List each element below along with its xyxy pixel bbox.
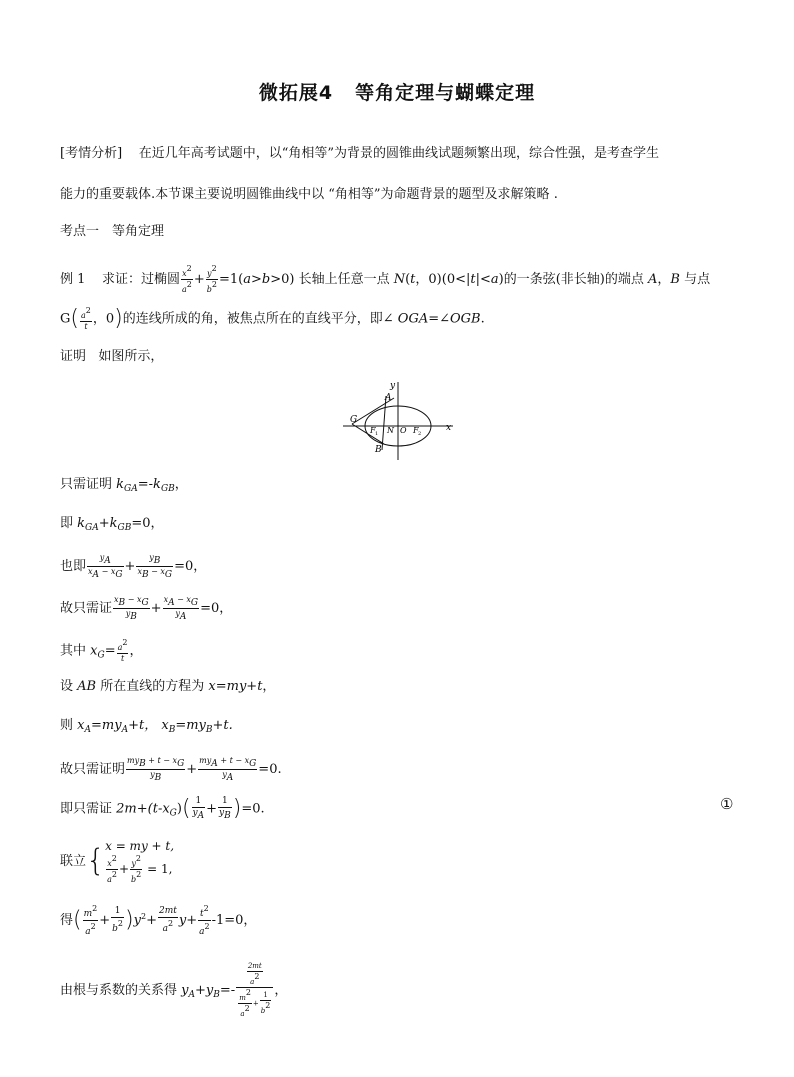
step-text: +t，	[128, 718, 158, 733]
step-text: =0，	[131, 516, 164, 531]
math-x: x	[88, 567, 93, 576]
example-var: a	[490, 272, 499, 287]
math-one: 1	[260, 991, 272, 1001]
example-text: |<	[475, 272, 491, 287]
math-sub: A	[121, 725, 129, 735]
math-x: x	[110, 567, 116, 576]
label-F2: F	[413, 426, 419, 435]
step-5	[60, 638, 143, 666]
step-text: =0，	[174, 559, 207, 574]
math-one: 1	[111, 906, 124, 918]
step-text: ，	[129, 643, 143, 659]
step-text: 所在直线的方程为	[100, 679, 205, 694]
math-x: x	[90, 643, 98, 659]
math-sub: B	[130, 612, 137, 622]
math-x: x	[182, 269, 187, 278]
math-sq: 2	[140, 912, 147, 921]
math-plus: +	[99, 913, 111, 928]
paren-right: )	[114, 306, 123, 331]
example-var: OGB	[450, 311, 481, 327]
math-sq: 2	[111, 870, 117, 879]
fraction-xA-xG	[163, 595, 200, 622]
math-m: m	[239, 994, 246, 1002]
step-3	[60, 553, 206, 580]
fraction-myA	[198, 756, 257, 783]
paren-left: (	[73, 907, 82, 933]
equation-line-1: x = my + t,	[105, 839, 175, 853]
math-sub: G	[249, 759, 257, 769]
fraction-1-b2	[260, 991, 272, 1016]
step-text: =-	[219, 983, 236, 998]
example-var: b	[261, 272, 271, 287]
math-y: y	[181, 983, 189, 998]
math-a: a	[181, 285, 187, 294]
math-2mt: 2mt	[247, 962, 262, 970]
example-text: 与点	[684, 272, 711, 287]
step-text: 只需证明	[60, 477, 113, 492]
math-sub: B	[224, 811, 231, 821]
math-sq: 2	[122, 638, 128, 647]
math-2mt: 2mt	[158, 906, 177, 916]
math-y: y	[175, 609, 180, 618]
math-k: k	[116, 477, 125, 492]
example-text: ，0	[92, 311, 115, 327]
step-2	[60, 514, 164, 538]
step-text: 也即	[60, 559, 87, 574]
math-sq: 2	[92, 904, 98, 913]
math-sq: 2	[117, 919, 124, 928]
math-minus: −	[99, 567, 111, 576]
example-text: ，	[657, 272, 671, 287]
fraction-1-b2	[111, 906, 124, 935]
math-y: y	[131, 859, 136, 868]
example-text: .	[480, 311, 485, 327]
math-sub: G	[115, 570, 123, 580]
math-my: my	[199, 756, 212, 765]
example-var: A	[648, 272, 658, 287]
math-sq: 2	[211, 264, 217, 273]
math-t: t	[84, 322, 88, 331]
math-sub: B	[118, 598, 126, 608]
example-line-2	[60, 306, 485, 332]
math-sub: B	[141, 570, 149, 580]
label-A: A	[385, 393, 392, 403]
math-sub: GB	[160, 484, 175, 494]
step-text: +	[98, 516, 110, 531]
math-sq: 2	[265, 1001, 271, 1010]
math-plus: +	[193, 272, 205, 287]
step-text: =my	[91, 718, 122, 733]
example-label: 例 1	[60, 272, 86, 287]
math-sub: A	[211, 759, 218, 769]
step-text: 即只需证	[60, 801, 113, 817]
fraction-1-yA	[192, 796, 206, 822]
math-sub: G	[164, 570, 173, 580]
math-sq: 2	[244, 1004, 250, 1013]
fraction-sum-roots	[236, 962, 273, 1019]
proof-label: 证明	[60, 349, 87, 364]
math-sub: G	[141, 598, 149, 608]
math-x: x	[77, 718, 85, 733]
equation-rhs: = 1,	[147, 862, 173, 876]
intro-label: [考情分析]	[60, 146, 123, 161]
math-b: b	[131, 875, 137, 884]
math-y: y	[192, 808, 198, 818]
step-text: )	[176, 801, 182, 817]
label-x: x	[446, 423, 452, 433]
math-sub: G	[190, 598, 199, 608]
fraction-xB-xG	[113, 595, 150, 622]
page-title	[0, 78, 794, 105]
example-text: ，0)(0<|	[415, 272, 471, 287]
math-plus: +	[206, 801, 218, 817]
math-sub: A	[168, 598, 175, 608]
step-text: =0.	[258, 762, 282, 777]
paren-right: )	[232, 796, 242, 821]
math-sub: A	[104, 556, 111, 566]
fraction-a2-t	[117, 638, 129, 664]
math-y: y	[222, 770, 227, 779]
math-sub: B	[168, 725, 176, 735]
math-k: k	[77, 516, 86, 531]
math-a: a	[85, 927, 91, 937]
math-minus: −	[174, 595, 187, 604]
fraction-y2-b2	[130, 854, 142, 885]
step-text: +	[146, 913, 157, 928]
step-text: 即	[60, 516, 74, 531]
math-y: y	[133, 913, 141, 928]
math-sub: A	[84, 725, 91, 735]
step-text: =my	[175, 718, 206, 733]
math-y: +y	[195, 983, 214, 998]
fraction-m2-a2	[238, 988, 252, 1019]
example-text: G	[60, 311, 71, 327]
math-b: b	[112, 924, 118, 934]
math-sub: B	[205, 725, 213, 735]
example-text: >	[250, 272, 262, 287]
math-a: a	[117, 643, 123, 652]
step-9	[60, 796, 265, 824]
label-O: O	[400, 426, 407, 435]
math-y: y	[150, 770, 155, 779]
example-var: a	[243, 272, 251, 287]
step-7	[60, 716, 233, 740]
math-one: 1	[192, 796, 206, 808]
math-sq: 2	[186, 264, 192, 273]
step-text: 设	[60, 679, 74, 694]
fraction-t2-a2	[198, 903, 210, 938]
math-line-eq: x=my+t	[208, 679, 263, 694]
fraction-y2-b2	[206, 264, 218, 295]
math-one: 1	[218, 796, 232, 808]
math-sub: GB	[117, 523, 132, 533]
step-text: =0，	[200, 601, 233, 616]
math-sq: 2	[111, 854, 117, 863]
section-text: 考点一 等角定理	[60, 224, 165, 239]
math-sub: B	[139, 759, 146, 769]
example-var: B	[670, 272, 680, 287]
step-text: 联立	[60, 854, 87, 869]
step-12	[60, 962, 287, 1019]
math-sq: 2	[136, 870, 142, 879]
step-text: 2m+(t-x	[116, 801, 170, 817]
example-text: >0) 长轴上任意一点	[270, 272, 390, 287]
math-y: y	[219, 808, 225, 818]
math-plus: +	[118, 862, 130, 876]
step-text: 得	[60, 913, 74, 928]
fraction-x2-a2	[106, 854, 118, 885]
math-x: x	[163, 595, 169, 604]
math-minus: −	[125, 595, 137, 604]
example-line-1	[60, 264, 710, 295]
fraction-yA	[87, 553, 124, 580]
step-1: 只需证明 $k_{GA}=-k_{GB}$，	[60, 477, 188, 494]
title-part2: 等角定理与蝴蝶定理	[355, 82, 536, 104]
intro-text-2: 能力的重要载体.本节课主要说明圆锥曲线中以 “角相等”为命题背景的题型及求解策略 .	[60, 187, 558, 202]
paren-left: (	[181, 796, 191, 821]
step-text: -1=0，	[211, 913, 257, 928]
example-var: N	[393, 272, 406, 287]
step-text: 故只需证明	[60, 762, 126, 777]
math-x: x	[161, 718, 169, 733]
example-text: =1(	[218, 272, 244, 287]
step-8	[60, 756, 282, 783]
math-sub: GA	[124, 484, 138, 494]
math-minus: −	[148, 567, 161, 576]
math-y: y	[149, 553, 154, 562]
math-y: y	[99, 553, 105, 562]
step-6	[60, 677, 275, 697]
math-sq: 2	[254, 972, 260, 981]
math-a: a	[199, 927, 205, 937]
math-b: b	[260, 1007, 266, 1015]
math-b: b	[206, 285, 212, 294]
line-GB	[352, 424, 384, 444]
math-sq: 2	[211, 280, 217, 289]
math-plus: +	[124, 559, 136, 574]
proof-text: 如图所示，	[98, 349, 164, 364]
math-sq: 2	[90, 922, 96, 931]
math-sub: B	[213, 990, 220, 1000]
section-heading	[60, 222, 164, 242]
math-sq: 2	[245, 988, 251, 997]
math-plus: +	[252, 999, 259, 1008]
fraction-2mt-a2	[158, 906, 178, 935]
math-expr: + t − x	[217, 756, 250, 765]
math-k: k	[109, 516, 118, 531]
fraction-m2-a2	[83, 903, 99, 938]
equation-system	[105, 838, 174, 885]
fraction-2mt-a2	[247, 962, 263, 987]
math-sq: 2	[186, 280, 192, 289]
math-sq: 2	[203, 904, 209, 913]
math-plus: +	[186, 762, 198, 777]
label-F1: F	[370, 426, 376, 435]
step-text: ，	[274, 983, 288, 998]
step-text: 故只需证	[60, 601, 113, 616]
math-m: m	[83, 909, 93, 919]
equation-marker: ①	[720, 795, 734, 813]
math-sub: A	[197, 811, 205, 821]
math-x: x	[114, 595, 119, 604]
proof-line	[60, 347, 163, 367]
math-sq: 2	[168, 919, 174, 928]
math-y: y	[125, 609, 131, 618]
step-text: y+	[178, 913, 198, 928]
math-plus: +	[150, 601, 162, 616]
title-part1: 微拓展4	[258, 82, 334, 104]
step-10	[60, 838, 174, 885]
label-F1-sub: 1	[375, 431, 379, 437]
math-sub: G	[169, 808, 177, 819]
math-my: my	[127, 756, 140, 765]
step-11	[60, 903, 256, 938]
fraction-myB	[126, 756, 185, 783]
label-y: y	[390, 381, 396, 391]
step-text: =-	[137, 477, 154, 492]
paren-left: (	[70, 306, 79, 331]
example-text: (	[405, 272, 411, 287]
step-text: =0.	[241, 801, 265, 817]
math-a: a	[107, 875, 112, 884]
math-AB: AB	[77, 679, 97, 694]
fraction-x2-a2	[181, 264, 193, 295]
math-sub: A	[226, 773, 234, 783]
math-sq: 2	[85, 306, 91, 315]
step-text: 则	[60, 718, 74, 733]
math-a: a	[250, 978, 255, 986]
intro-text-1: 在近几年高考试题中，以“角相等”为背景的圆锥曲线试题频繁出现，综合性强，是考查学生	[138, 146, 659, 161]
math-y: y	[207, 269, 212, 278]
example-text: =∠	[428, 311, 451, 327]
example-text: 求证：过椭圆	[101, 272, 180, 287]
math-sub: GA	[85, 523, 99, 533]
math-x: x	[160, 567, 165, 576]
math-sub: G	[177, 759, 185, 769]
example-var: t	[410, 272, 416, 287]
math-a: a	[240, 1010, 245, 1018]
label-B: B	[375, 445, 382, 455]
step-text: 其中	[60, 643, 87, 659]
math-sub: A	[179, 612, 187, 622]
step-text: 由根与系数的关系得	[60, 983, 178, 998]
math-sub: G	[97, 650, 105, 661]
intro-line-1	[60, 144, 659, 164]
label-N: N	[387, 426, 394, 435]
label-G: G	[350, 415, 358, 425]
brace-left: {	[86, 843, 106, 879]
example-var: t	[470, 272, 476, 287]
ellipse-figure	[338, 378, 458, 463]
step-4	[60, 595, 232, 622]
math-x: x	[107, 859, 112, 868]
fraction-a2-t	[80, 306, 92, 332]
math-expr: + t − x	[145, 756, 178, 765]
label-F2-sub: 2	[418, 431, 422, 437]
math-sq: 2	[204, 922, 210, 931]
math-sq: 2	[135, 854, 141, 863]
math-x: x	[186, 595, 191, 604]
intro-line-2	[60, 185, 558, 205]
math-t: t	[120, 654, 125, 663]
example-text: 的连线所成的角，被焦点所在的直线平分，即∠	[122, 311, 394, 327]
math-sub: B	[153, 556, 161, 566]
example-text: )的一条弦(非长轴)的端点	[498, 272, 644, 287]
example-var: OGA	[397, 311, 429, 327]
math-a: a	[162, 924, 169, 934]
paren-right: )	[125, 907, 134, 933]
math-t: t	[199, 909, 204, 919]
math-x: x	[137, 567, 142, 576]
step-text: +t.	[212, 718, 233, 733]
math-a: a	[80, 311, 86, 320]
step-text: =	[104, 643, 116, 659]
fraction-yB	[136, 553, 173, 580]
math-sub: A	[188, 990, 196, 1000]
step-text: ，	[262, 679, 276, 694]
math-x: x	[136, 595, 142, 604]
math-k: k	[153, 477, 161, 492]
math-sub: B	[154, 773, 162, 783]
math-sub: A	[92, 570, 100, 580]
fraction-1-yB	[218, 796, 232, 822]
